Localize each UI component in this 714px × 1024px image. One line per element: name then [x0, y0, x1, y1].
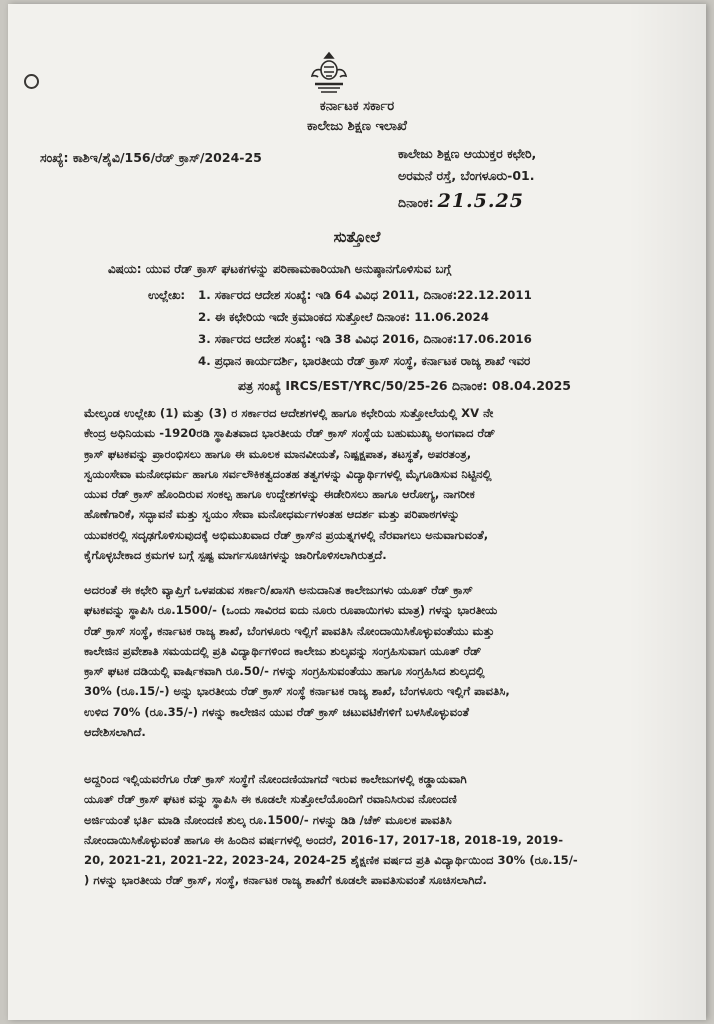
state-emblem-icon [306, 50, 352, 94]
paragraph-line: ಕ್ರಾಸ್ ಘಟಕವನ್ನು ಪ್ರಾರಂಭಿಸಲು ಹಾಗೂ ಈ ಮೂಲಕ ಮಾನವೀಯತೆ, ನಿಷ್ಪಕ್ಷಪಾತ, ತಟಸ್ಥತೆ, ಅಪರತಂತ್ರ, [84, 446, 472, 461]
paragraph-line: ಕಾಲೇಜಿನ ಪ್ರವೇಶಾತಿ ಸಮಯದಲ್ಲಿ ಪ್ರತಿ ವಿದ್ಯಾರ್ಥಿಗಳಿಂದ ಕಾಲೇಜು ಶುಲ್ಕವನ್ನು ಸಂಗ್ರಹಿಸುವಾಗ ಯೂತ್ ರೆಡ್ [84, 643, 482, 658]
paragraph-line: ಸ್ವಯಂಸೇವಾ ಮನೋಧರ್ಮ ಹಾಗೂ ಸರ್ವಲೌಕಿಕತ್ವದಂತಹ ತತ್ವಗಳನ್ನು ವಿದ್ಯಾರ್ಥಿಗಳಲ್ಲಿ ಮೈಗೂಡಿಸುವ ನಿಟ್ಟಿನಲ್ಲಿ [84, 466, 492, 481]
reference-item: 2. ಈ ಕಛೇರಿಯ ಇದೇ ಕ್ರಮಾಂಕದ ಸುತ್ತೋಲೆ ದಿನಾಂಕ: 11.06.2024 [198, 310, 489, 324]
paragraph-line: ಕ್ರಾಸ್ ಘಟಕ ದಡಿಯಲ್ಲಿ ವಾರ್ಷಿಕವಾಗಿ ರೂ.50/- ಗಳನ್ನು ಸಂಗ್ರಹಿಸುವಂತೆಯು ಹಾಗೂ ಸಂಗ್ರಹಿಸಿದ ಶುಲ್ಕದಲ್ಲಿ [84, 664, 485, 679]
paragraph-line: ) ಗಳನ್ನು ಭಾರತೀಯ ರೆಡ್ ಕ್ರಾಸ್, ಸಂಸ್ಥೆ, ಕರ್ನಾಟಕ ರಾಜ್ಯ ಶಾಖೆಗೆ ಕೂಡಲೇ ಪಾವತಿಸುವಂತೆ ಸೂಚಿಸಲಾಗಿದೆ. [84, 873, 487, 888]
office-address-line1: ಕಾಲೇಜು ಶಿಕ್ಷಣ ಆಯುಕ್ತರ ಕಛೇರಿ, [398, 146, 537, 161]
paragraph-line: ಯೂತ್ ರೆಡ್ ಕ್ರಾಸ್ ಘಟಕ ವನ್ನು ಸ್ಥಾಪಿಸಿ ಈ ಕೂಡಲೇ ಸುತ್ತೋಲೆಯೊಂದಿಗೆ ರವಾನಿಸಿರುವ ನೋಂದಣಿ [84, 792, 457, 807]
paragraph-line: ಕೇಂದ್ರ ಅಧಿನಿಯಮ -1920ರಡಿ ಸ್ಥಾಪಿತವಾದ ಭಾರತೀಯ ರೆಡ್ ಕ್ರಾಸ್ ಸಂಸ್ಥೆಯ ಬಹುಮುಖ್ಯ ಅಂಗವಾದ ರೆಡ್ [84, 426, 496, 441]
paragraph-line: ಯುವಕರಲ್ಲಿ ಸದೃಢಗೊಳಿಸುವುದಕ್ಕೆ ಅಭಿಮುಖವಾದ ರೆಡ್ ಕ್ರಾಸ್‌ನ ಪ್ರಯತ್ನಗಳಲ್ಲಿ ನೆರವಾಗಲು ಅನುವಾಗುವಂತೆ, [84, 527, 489, 542]
department-government-line: ಕರ್ನಾಟಕ ಸರ್ಕಾರ [319, 99, 395, 114]
reference-item: ಪತ್ರ ಸಂಖ್ಯೆ IRCS/EST/YRC/50/25-26 ದಿನಾಂಕ: 08.04.2025 [238, 378, 571, 393]
punch-hole [24, 74, 39, 89]
paragraph-3 [84, 769, 634, 891]
reference-number: ಸಂಖ್ಯೆ: ಕಾಶಿಇ/ಶೈವಿ/156/ರೆಡ್ ಕ್ರಾಸ್/2024-25 [40, 150, 262, 165]
paragraph-line: ಕೈಗೊಳ್ಳಬೇಕಾದ ಕ್ರಮಗಳ ಬಗ್ಗೆ ಸ್ಪಷ್ಟ ಮಾರ್ಗಸೂಚಿಗಳನ್ನು ಜಾರಿಗೊಳಿಸಲಾಗಿರುತ್ತದೆ. [84, 548, 387, 563]
paragraph-line: ನೋಂದಾಯಿಸಿಕೊಳ್ಳುವಂತೆ ಹಾಗೂ ಈ ಹಿಂದಿನ ವರ್ಷಗಳಲ್ಲಿ ಅಂದರೆ, 2016-17, 2017-18, 2018-19, 2019- [84, 832, 564, 847]
date-handwritten: 21.5.25 [437, 190, 524, 212]
paragraph-2 [84, 580, 634, 742]
paragraph-line: ರೆಡ್ ಕ್ರಾಸ್ ಸಂಸ್ಥೆ, ಕರ್ನಾಟಕ ರಾಜ್ಯ ಶಾಖೆ, ಬೆಂಗಳೂರು ಇಲ್ಲಿಗೆ ಪಾವತಿಸಿ ನೋಂದಾಯಿಸಿಕೊಳ್ಳುವಂತೆಯು ಮತ್ತು [84, 623, 495, 638]
paragraph-line: 20, 2021-21, 2021-22, 2023-24, 2024-25 ಶೈಕ್ಷಣಿಕ ವರ್ಷದ ಪ್ರತಿ ವಿದ್ಯಾರ್ಥಿಯಿಂದ 30% (ರೂ.15/- [84, 853, 578, 868]
paragraph-line: ಆದೇಶಿಸಲಾಗಿದೆ. [84, 725, 146, 740]
document-title: ಸುತ್ತೋಲೆ [333, 228, 381, 246]
paragraph-line: ಉಳಿದ 70% (ರೂ.35/-) ಗಳನ್ನು ಕಾಲೇಜಿನ ಯುವ ರೆಡ್ ಕ್ರಾಸ್ ಚಟುವಟಿಕೆಗಳಿಗೆ ಬಳಸಿಕೊಳ್ಳುವಂತೆ [84, 704, 469, 719]
references-label: ಉಲ್ಲೇಖ: [148, 288, 186, 302]
paragraph-line: ಹೊಣೆಗಾರಿಕೆ, ಸದ್ಭಾವನೆ ಮತ್ತು ಸ್ವಯಂ ಸೇವಾ ಮನೋಧರ್ಮಗಳಂತಹ ಆದರ್ಶ ಮತ್ತು ಪರಿಪಾಠಗಳನ್ನು [84, 507, 460, 522]
reference-item: 4. ಪ್ರಧಾನ ಕಾರ್ಯದರ್ಶಿ, ಭಾರತೀಯ ರೆಡ್ ಕ್ರಾಸ್ ಸಂಸ್ಥೆ, ಕರ್ನಾಟಕ ರಾಜ್ಯ ಶಾಖೆ ಇವರ [198, 354, 531, 368]
paragraph-line: ಮೇಲ್ಕಂಡ ಉಲ್ಲೇಖ (1) ಮತ್ತು (3) ರ ಸರ್ಕಾರದ ಆದೇಶಗಳಲ್ಲಿ ಹಾಗೂ ಕಛೇರಿಯ ಸುತ್ತೋಲೆಯಲ್ಲಿ XV ನೇ [84, 406, 494, 420]
paragraph-line: ಅದ್ದರಿಂದ ಇಲ್ಲಿಯವರೆಗೂ ರೆಡ್ ಕ್ರಾಸ್ ಸಂಸ್ಥೆಗೆ ನೋಂದಣಿಯಾಗದೆ ಇರುವ ಕಾಲೇಜುಗಳಲ್ಲಿ ಕಡ್ಡಾಯವಾಗಿ [84, 772, 467, 786]
date-label: ದಿನಾಂಕ: [398, 195, 434, 210]
subject-line: ವಿಷಯ: ಯುವ ರೆಡ್ ಕ್ರಾಸ್ ಘಟಕಗಳನ್ನು ಪರಿಣಾಮಕಾರಿಯಾಗಿ ಅನುಷ್ಠಾನಗೊಳಿಸುವ ಬಗ್ಗೆ [108, 262, 452, 276]
paragraph-line: ಅದರಂತೆ ಈ ಕಛೇರಿ ವ್ಯಾಪ್ತಿಗೆ ಒಳಪಡುವ ಸರ್ಕಾರಿ/ಖಾಸಗಿ ಅನುದಾನಿತ ಕಾಲೇಜುಗಳು ಯೂತ್ ರೆಡ್ ಕ್ರಾಸ್ [84, 583, 473, 597]
paragraph-line: ಅರ್ಜಿಯಂತೆ ಭರ್ತಿ ಮಾಡಿ ನೋಂದಣಿ ಶುಲ್ಕ ರೂ.1500/- ಗಳನ್ನು ಡಿಡಿ /ಚೆಕ್ ಮೂಲಕ ಪಾವತಿಸಿ [84, 812, 452, 827]
date-line [398, 190, 524, 212]
paragraph-line: ಘಟಕವನ್ನು ಸ್ಥಾಪಿಸಿ ರೂ.1500/- (ಒಂದು ಸಾವಿರದ ಐದು ನೂರು ರೂಪಾಯಿಗಳು ಮಾತ್ರ) ಗಳನ್ನು ಭಾರತೀಯ [84, 603, 498, 618]
paragraph-line: ಯುವ ರೆಡ್ ಕ್ರಾಸ್ ಹೊಂದಿರುವ ಸಂಕಲ್ಪ ಹಾಗೂ ಉದ್ದೇಶಗಳನ್ನು ಈಡೇರಿಸಲು ಹಾಗೂ ಆರೋಗ್ಯ, ನಾಗರೀಕ [84, 487, 475, 502]
reference-item: 3. ಸರ್ಕಾರದ ಆದೇಶ ಸಂಖ್ಯೆ: ಇಡಿ 38 ವಿವಿಧ 2016, ದಿನಾಂಕ:17.06.2016 [198, 332, 532, 346]
paragraph-1 [84, 403, 634, 565]
department-name-line: ಕಾಲೇಜು ಶಿಕ್ಷಣ ಇಲಾಖೆ [307, 119, 407, 134]
reference-item: 1. ಸರ್ಕಾರದ ಆದೇಶ ಸಂಖ್ಯೆ: ಇಡಿ 64 ವಿವಿಧ 2011, ದಿನಾಂಕ:22.12.2011 [198, 288, 532, 302]
office-address-line2: ಅರಮನೆ ರಸ್ತೆ, ಬೆಂಗಳೂರು-01. [398, 168, 535, 183]
paragraph-line: 30% (ರೂ.15/-) ಅನ್ನು ಭಾರತೀಯ ರೆಡ್ ಕ್ರಾಸ್ ಸಂಸ್ಥೆ ಕರ್ನಾಟಕ ರಾಜ್ಯ ಶಾಖೆ, ಬೆಂಗಳೂರು ಇಲ್ಲಿಗೆ ಪಾವತಿಸಿ, [84, 684, 510, 699]
